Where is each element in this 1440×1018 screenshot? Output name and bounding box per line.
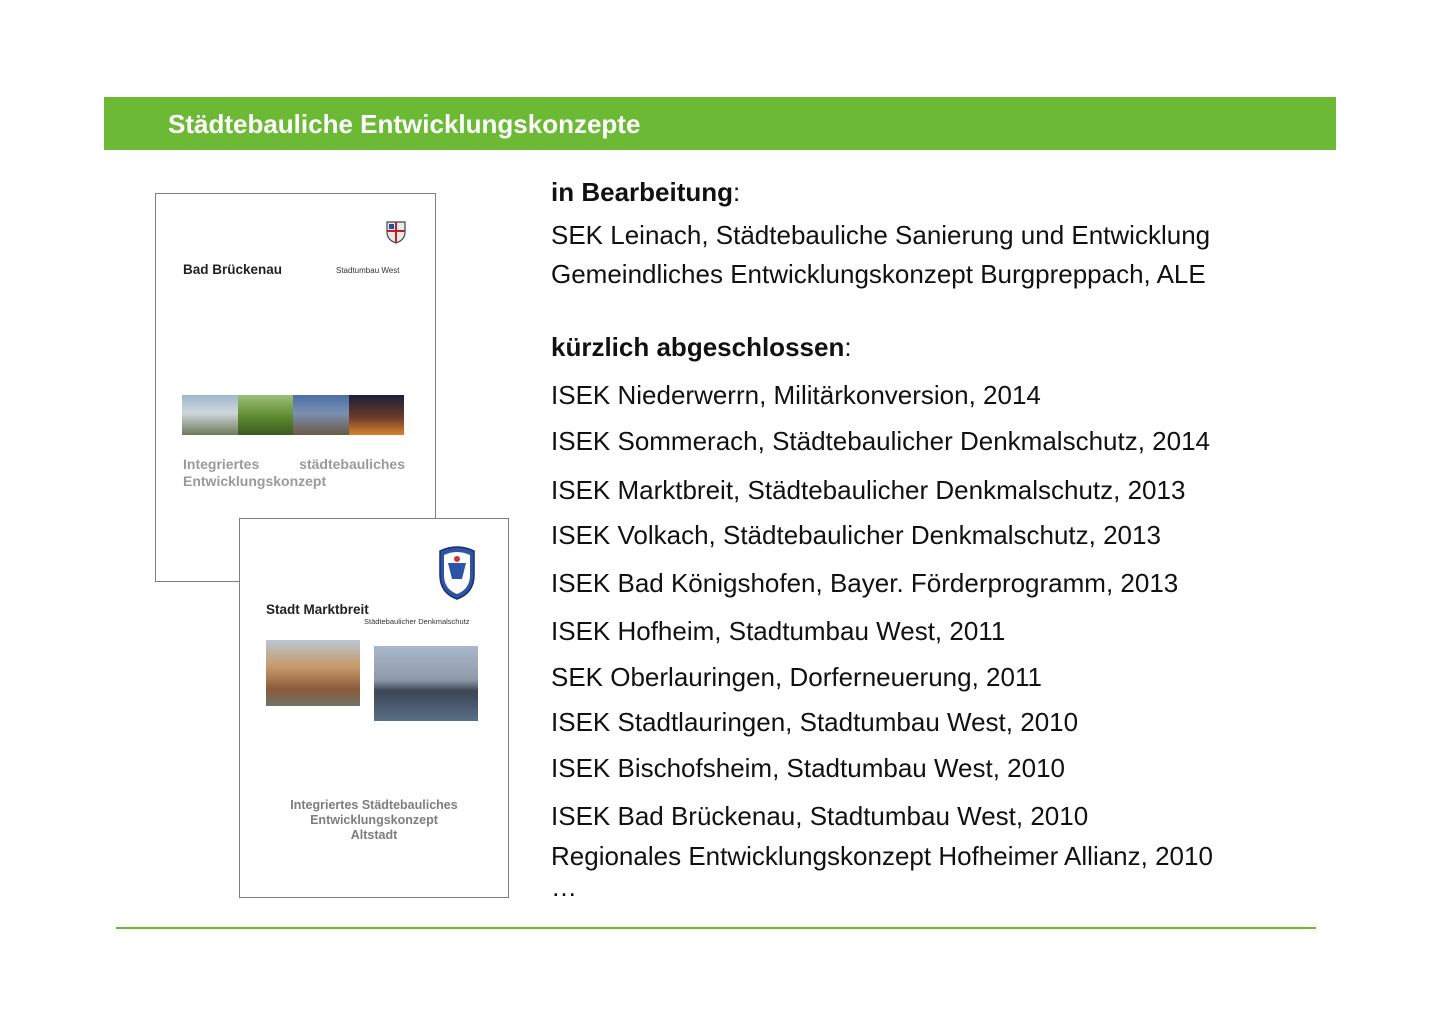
list-item: SEK Leinach, Städtebauliche Sanierung und Entwicklung — [551, 220, 1211, 250]
coat-of-arms-icon — [434, 545, 480, 601]
photo-river — [374, 646, 478, 721]
photo-strip — [182, 395, 404, 435]
list-item: ISEK Volkach, Städtebaulicher Denkmalschutz, 2013 — [551, 520, 1161, 550]
photo-trees — [238, 395, 294, 435]
brochure-title-word: Integriertes — [183, 456, 260, 472]
photo-building — [182, 395, 238, 435]
brochure-city-name: Stadt Marktbreit — [266, 602, 369, 617]
list-ellipsis: … — [551, 872, 577, 902]
list-item: ISEK Stadtlauringen, Stadtumbau West, 2010 — [551, 707, 1079, 737]
brochure-program: Stadtumbau West — [336, 266, 400, 275]
footer-divider — [116, 927, 1316, 929]
list-item: ISEK Hofheim, Stadtumbau West, 2011 — [551, 616, 1006, 646]
list-item: SEK Oberlauringen, Dorferneuerung, 2011 — [551, 662, 1042, 692]
brochure-title-line: Integriertes Städtebauliches — [290, 798, 458, 812]
header-banner — [104, 97, 1336, 150]
brochure-title-line: Entwicklungskonzept — [183, 473, 327, 489]
list-item: ISEK Bad Königshofen, Bayer. Förderprogramm, 2013 — [551, 568, 1179, 598]
list-item: ISEK Marktbreit, Städtebaulicher Denkmalschutz, 2013 — [551, 475, 1186, 505]
list-item: Gemeindliches Entwicklungskonzept Burgpreppach, ALE — [551, 259, 1206, 289]
brochure-program: Städtebaulicher Denkmalschutz — [364, 617, 470, 626]
brochure-city-name: Bad Brückenau — [183, 262, 283, 277]
list-item: ISEK Sommerach, Städtebaulicher Denkmalschutz, 2014 — [551, 426, 1211, 456]
page-title: Städtebauliche Entwicklungskonzepte — [168, 109, 641, 139]
brochure-title-word: städtebauliches — [299, 456, 405, 472]
heading-text: in Bearbeitung — [551, 177, 734, 207]
section-heading-in-progress: in Bearbeitung: — [551, 177, 741, 207]
brochure-title — [240, 798, 508, 843]
list-item: ISEK Bischofsheim, Stadtumbau West, 2010 — [551, 753, 1066, 783]
photo-old-town — [266, 640, 360, 706]
brochure-title-line: Entwicklungskonzept — [310, 813, 438, 827]
list-item: Regionales Entwicklungskonzept Hofheimer Allianz, 2010 — [551, 841, 1213, 871]
photo-church — [293, 395, 349, 435]
brochure-cover-marktbreit — [239, 518, 509, 898]
list-item: ISEK Niederwerrn, Militärkonversion, 2014 — [551, 380, 1041, 410]
section-heading-completed: kürzlich abgeschlossen: — [551, 332, 852, 362]
list-item: ISEK Bad Brückenau, Stadtumbau West, 2010 — [551, 801, 1089, 831]
heading-text: kürzlich abgeschlossen — [551, 332, 845, 362]
photo-night-street — [349, 395, 405, 435]
brochure-title-line: Altstadt — [350, 828, 398, 842]
coat-of-arms-icon — [385, 220, 407, 244]
brochure-title — [183, 456, 405, 490]
